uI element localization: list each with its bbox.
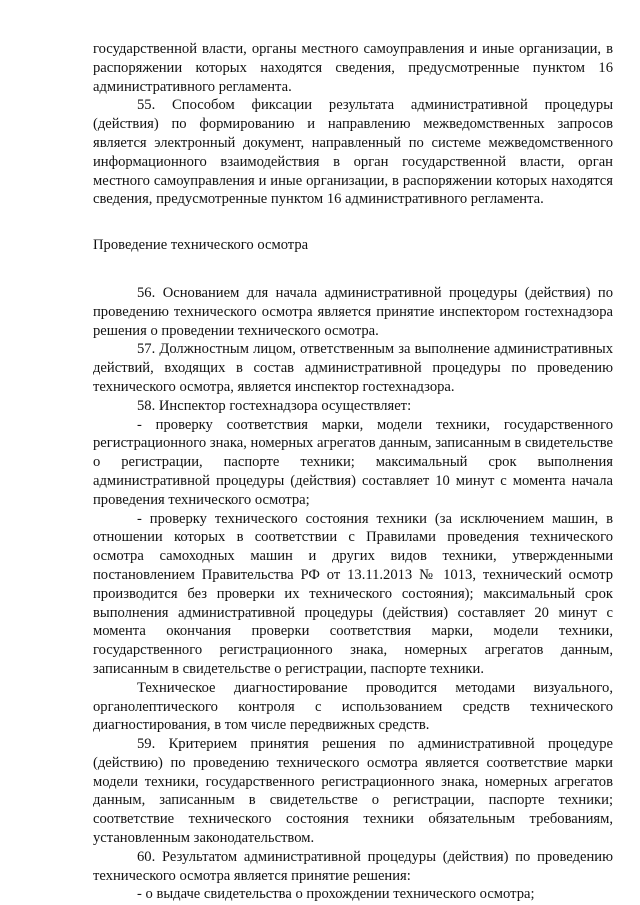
section-heading: Проведение технического осмотра [93, 237, 309, 254]
document-page [93, 40, 613, 904]
paragraph-58-diagnostics: Техническое диагностирование проводится методами визуального, органолептического контроля с использованием средств технического диагностирования, в том числе передвижных средств. [93, 679, 613, 734]
paragraph-58-item-1: - проверку соответствия марки, модели техники, государственного регистрационного знака, номерных агрегатов данным, записанным в свидетельстве о регистрации, паспорте техники; максимальный срок выполнения административной процедуры (действия) составляет 10 минут с момента начала проведения технического осмотра; [93, 416, 613, 508]
paragraph-58-item-2: - проверку технического состояния техники (за исключением машин, в отношении которых в соответствии с Правилами проведения технического осмотра самоходных машин и других видов техники, утвержденными постановлением Правительства РФ от 13.11.2013 № 1013, технический осмотр производится без проверки их технического состояния); максимальный срок выполнения административной процедуры (действия) составляет 20 минут с момента окончания проверки соответствия марки, модели техники, государственного регистрационного знака, номерных агрегатов данным, записанным в свидетельстве о регистрации, паспорте техники. [93, 510, 613, 677]
paragraph-57: 57. Должностным лицом, ответственным за выполнение административных действий, входящих в состав административной процедуры по проведению технического осмотра, является инспектор гостехнадзора. [93, 341, 613, 395]
paragraph-continuation: государственной власти, органы местного самоуправления и иные организации, в распоряжении которых находятся сведения, предусмотренные пунктом 16 административного регламента. [93, 41, 613, 95]
paragraph-55: 55. Способом фиксации результата административной процедуры (действия) по формированию и направлению межведомственных запросов является электронный документ, направленный по системе межведомственного информационного взаимодействия в орган государственной власти, орган местного самоуправления и иные организации, в распоряжении которых находятся сведения, предусмотренные пунктом 16 административного регламента. [93, 97, 613, 208]
paragraph-60-item-1: - о выдаче свидетельства о прохождении технического осмотра; [137, 886, 535, 903]
paragraph-59: 59. Критерием принятия решения по административной процедуре (действию) по проведению технического осмотра является соответствие марки модели техники, государственного регистрационного знака, номерных агрегатов данным, записанным в свидетельстве о регистрации, паспорте техники; соответствие технического состояния техники обязательным требованиям, установленным законодательством. [93, 736, 613, 847]
paragraph-60: 60. Результатом административной процедуры (действия) по проведению технического осмотра является принятие решения: [93, 848, 613, 884]
paragraph-58: 58. Инспектор гостехнадзора осуществляет: [137, 397, 412, 414]
paragraph-56: 56. Основанием для начала административной процедуры (действия) по проведению технического осмотра является принятие инспектором гостехнадзора решения о проведении технического осмотра. [93, 284, 613, 339]
